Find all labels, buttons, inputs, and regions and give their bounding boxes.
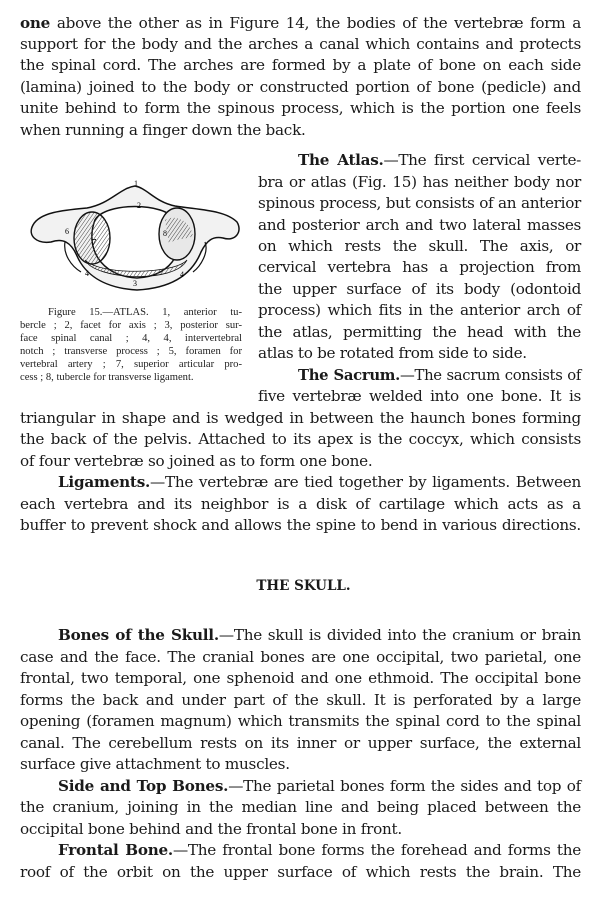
text-line: unite behind to form the spinous process, which is the portion one feels	[20, 99, 581, 117]
text-line: frontal, two temporal, one sphenoid and one ethmoid. The occipital bone	[20, 669, 581, 687]
text-line	[58, 625, 581, 646]
figure-label: 7	[91, 237, 97, 249]
section-run-in-title: The Atlas.	[298, 151, 384, 169]
figure-label: 4	[85, 269, 89, 278]
section-heading: THE SKULL.	[256, 578, 351, 594]
text-line	[298, 150, 581, 171]
text-line	[58, 472, 581, 493]
text-line	[58, 840, 581, 861]
text-line: support for the body and the arches a canal which contains and protects	[20, 35, 581, 53]
caption-line: bercle ; 2, facet for axis ; 3, posterior sur-	[20, 320, 242, 331]
caption-line: face spinal canal ; 4, 4, intervertebral	[20, 333, 242, 344]
line-text: —The vertebræ are tied together by ligaments. Between	[150, 473, 581, 491]
caption-line: notch ; transverse process ; 5, foramen for	[20, 346, 242, 357]
text-line: and posterior arch and two lateral masses	[258, 216, 581, 234]
line-text: above the other as in Figure 14, the bodies of the vertebræ form a	[50, 14, 581, 32]
text-line: five vertebræ welded into one bone. It is	[258, 387, 581, 405]
text-line: case and the face. The cranial bones are one occipital, two parietal, one	[20, 648, 581, 666]
figure-label: 4	[180, 270, 184, 279]
text-line: the spinal cord. The arches are formed by a plate of bone on each side	[20, 56, 581, 74]
text-line: on which rests the skull. The axis, or	[258, 237, 581, 255]
text-line	[58, 776, 581, 797]
caption-line: Figure 15.—ATLAS. 1, anterior tu-	[48, 307, 242, 318]
section-run-in-title: Side and Top Bones.	[58, 777, 229, 795]
text-line: forms the back and under part of the skull. It is perforated by a large	[20, 691, 581, 709]
figure-label: 1	[134, 180, 138, 188]
line-text: —The parietal bones form the sides and top of	[228, 777, 582, 795]
text-line: of four vertebræ so joined as to form one bone.	[20, 452, 373, 470]
text-line: when running a finger down the back.	[20, 121, 306, 139]
section-run-in-title: Bones of the Skull.	[58, 626, 219, 644]
text-line: occipital bone behind and the frontal bone in front.	[20, 820, 402, 838]
text-line	[298, 365, 581, 386]
line-text: —The first cervical verte-	[383, 151, 581, 169]
text-line	[20, 13, 581, 34]
bold-word: one	[20, 14, 51, 32]
figure-label: 3	[133, 279, 137, 288]
text-line: the back of the pelvis. Attached to its apex is the coccyx, which consists	[20, 430, 581, 448]
text-line: process) which fits in the anterior arch of	[258, 301, 581, 319]
line-text: —The frontal bone forms the forehead and forms the	[172, 841, 582, 859]
figure-label: 6	[65, 227, 69, 236]
text-line: bra or atlas (Fig. 15) has neither body nor	[258, 173, 581, 191]
text-line: surface give attachment to muscles.	[20, 755, 290, 773]
text-line: (lamina) joined to the body or constructed portion of bone (pedicle) and	[20, 78, 581, 96]
line-text: —The sacrum consists of	[400, 367, 581, 384]
figure-label: 2	[137, 201, 141, 210]
text-line: cervical vertebra has a projection from	[258, 258, 581, 276]
caption-line: vertebral artery ; 7, superior articular pro-	[20, 359, 242, 370]
section-run-in-title: Ligaments.	[58, 473, 151, 491]
line-text: —The skull is divided into the cranium or brain	[218, 626, 582, 644]
text-line: opening (foramen magnum) which transmits the spinal cord to the spinal	[20, 712, 581, 730]
text-line: the cranium, joining in the median line and being placed between the	[20, 798, 581, 816]
figure-label: 8	[163, 229, 167, 238]
text-line: the atlas, permitting the head with the	[258, 323, 581, 341]
atlas-vertebra-illustration	[25, 180, 250, 295]
atlas-drawing	[25, 180, 250, 295]
section-run-in-title: Frontal Bone.	[58, 841, 173, 859]
caption-line: cess ; 8, tubercle for transverse ligament.	[20, 372, 194, 383]
text-line: triangular in shape and is wedged in between the haunch bones forming	[20, 409, 581, 427]
text-line: each vertebra and its neighbor is a disk of cartilage which acts as a	[20, 495, 581, 513]
text-line: atlas to be rotated from side to side.	[258, 344, 527, 362]
text-line: buffer to prevent shock and allows the spine to bend in various directions.	[20, 516, 581, 534]
section-run-in-title: The Sacrum.	[298, 367, 400, 384]
text-line: the upper surface of its body (odontoid	[258, 280, 581, 298]
text-line: canal. The cerebellum rests on its inner or upper surface, the external	[20, 734, 581, 752]
text-line: spinous process, but consists of an anterior	[258, 194, 581, 212]
text-line: roof of the orbit on the upper surface of which rests the brain. The	[20, 863, 581, 881]
